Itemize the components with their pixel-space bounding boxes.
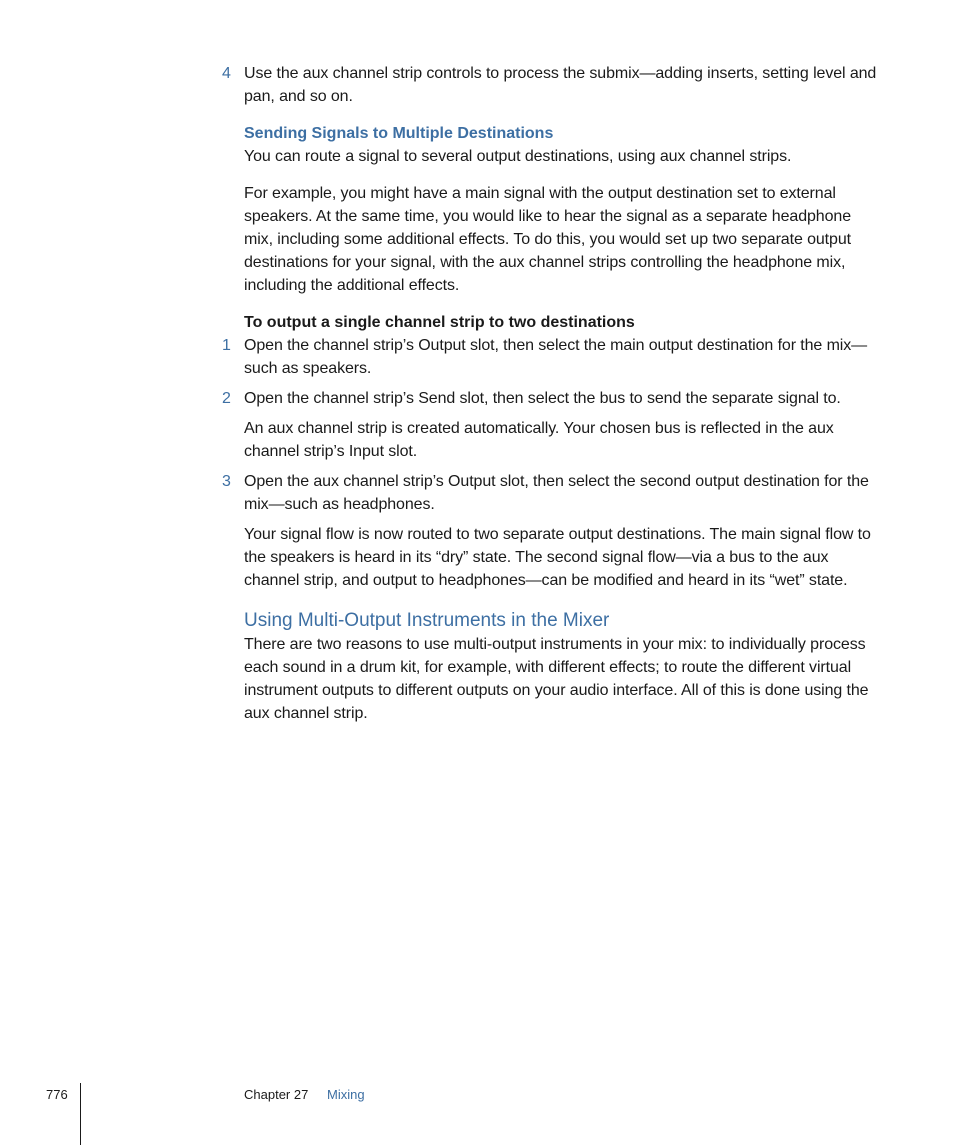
section-body: There are two reasons to use multi-output instruments in your mix: to individually process each sound in a drum kit, for example, with different effects; to route the different virtual instrument outputs to different outputs on your audio interface. All of this is done using the aux channel strip. (244, 636, 869, 722)
task-step-2 (222, 387, 880, 410)
footer-divider (80, 1083, 81, 1145)
step-number: 3 (222, 473, 231, 490)
step-number: 4 (222, 65, 231, 82)
section-intro: You can route a signal to several output destinations, using aux channel strips. (244, 148, 792, 165)
example-paragraph-block (244, 182, 880, 297)
step-text: Use the aux channel strip controls to process the submix—adding inserts, setting level and pan, and so on. (244, 65, 877, 105)
step-number: 1 (222, 337, 231, 354)
section-heading: Sending Signals to Multiple Destinations (244, 125, 554, 142)
example-paragraph: For example, you might have a main signal with the output destination set to external speakers. At the same time, you would like to hear the signal as a separate headphone mix, including some additional effects. To do this, you would set up two separate output destinations for your signal, with the aux channel strips controlling the headphone mix, including the additional effects. (244, 185, 851, 294)
step-text: Open the channel strip’s Output slot, then select the main output destination for the mix—such as speakers. (244, 337, 868, 377)
task-step-1 (222, 334, 880, 380)
step-note: Your signal flow is now routed to two separate output destinations. The main signal flow to the speakers is heard in its “dry” state. The second signal flow—via a bus to the aux channel strip, and output to headphones—can be modified and heard in its “wet” state. (244, 526, 871, 589)
step-text: Open the aux channel strip’s Output slot, then select the second output destination for the mix—such as headphones. (244, 473, 869, 513)
section-heading: Using Multi-Output Instruments in the Mixer (244, 610, 610, 631)
task-heading: To output a single channel strip to two destinations (244, 314, 635, 331)
step-number: 2 (222, 390, 231, 407)
footer-section-link[interactable]: Mixing (327, 1087, 365, 1102)
task-step-3 (222, 470, 880, 516)
task-note-after-step-3 (244, 523, 880, 592)
step-note: An aux channel strip is created automatically. Your chosen bus is reflected in the aux channel strip’s Input slot. (244, 420, 834, 460)
step-text: Open the channel strip’s Send slot, then select the bus to send the separate signal to. (244, 390, 841, 407)
task-heading-block (244, 311, 880, 334)
section-multi-output (244, 609, 880, 725)
task-note-after-step-2 (244, 417, 880, 463)
footer-chapter: Chapter 27 (244, 1087, 309, 1102)
step-4 (222, 62, 880, 108)
page-number: 776 (46, 1087, 68, 1102)
section-sending (244, 122, 880, 168)
